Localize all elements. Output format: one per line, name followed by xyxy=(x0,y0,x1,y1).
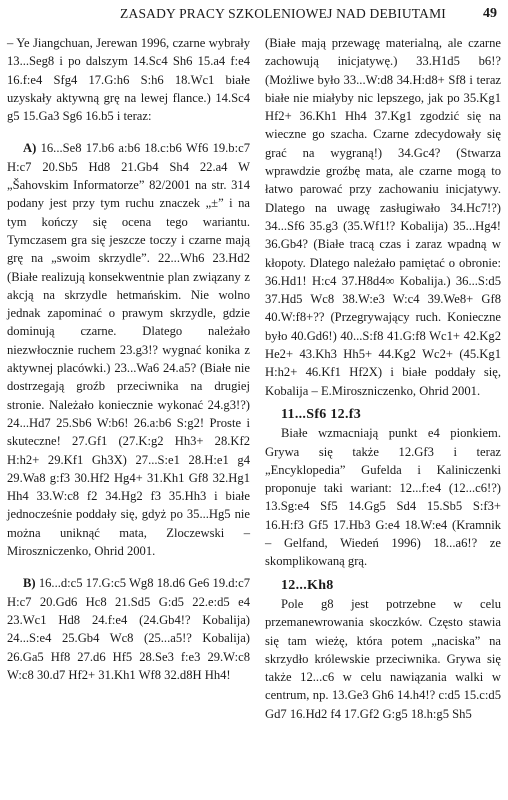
variation-a-text: 16...Se8 17.b6 a:b6 18.c:b6 Wf6 19.b:c7 H:c7 20.Sb5 Hd8 21.Gb4 Sh4 22.a4 W „Šahovskim Informatorze” 82/2001 na str. 314 podany jest przy tym ruchu znaczek „±” i na tym kończy się ocena tego wariantu. Tymczasem gra się jeszcze toczy i czarne mają grę na „swoim skrzydle”. 22...Wh6 23.Hd2 (Białe realizują konsekwentnie plan związany z akcją na skrzydle hetmańskim. Nie wolno jednak zapominać o prawym skrzydle, gdzie dominują czarne. Dlatego należało niezwłocznie ruchem 23.g3!? wygnać konika z aktywnej placówki.) 23...Wa6 24.a5? (Białe nie dostrzegają groźb przeciwnika na drugiej stronie. Należało koniecznie wykonać 24.g3!?) 24...Hd7 25.Sb6 W:b6! 26.a:b6 S:g2! Proste i skuteczne! 27.Gf1 (27.K:g2 Hh3+ 28.Kf2 H:h2+ 29.Kf1 Gh3X) 27...S:e1 28.H:e1 g4 29.Wa8 g:f3 30.Hf2 Hg4+ 31.Kh1 Gf8 32.Hg1 Hh4 33.W:c8 f2 34.Hg2 f3 35.Hh3 i białe jednocześnie poddały się, gdyż po 35...Hg5 nie można uniknąć mata, Zloczewski – Miroszniczenko, Ohrid 2001. xyxy=(7,141,250,559)
variation-heading-kh8: 12...Kh8 xyxy=(281,577,334,593)
page-header xyxy=(0,4,508,26)
paragraph-f3: Białe wzmacniają punkt e4 pionkiem. Grywa się także 12.Gf3 i teraz „Encyklopedia” Gufelda i Kaliniczenki proponuje taki wariant: 12...f:e4 (12...c6!?) 13.Sg:e4 Sf5 14.Gg5 Sd4 15.Sb5 S:f3+ 16.H:f3 Gf5 17.Hb3 G:e4 18.W:e4 (Kramnik – Gelfand, Wiedeń 1996) 18...a6!? ze skomplikowaną grą. xyxy=(265,426,501,569)
right-column xyxy=(265,34,501,723)
variation-a-label: A) xyxy=(23,141,37,156)
variation-a xyxy=(7,139,250,560)
running-title: ZASADY PRACY SZKOLENIOWEJ NAD DEBIUTAMI xyxy=(120,6,446,21)
paragraph-kh8: Pole g8 jest potrzebne w celu przemanewrowania skoczków. Często stawia się tam wieżę, która potem „naciska” na skrzydło królewskie przeciwnika. Grywa się także 12...c6 w celu nawiązania walki w centrum, np. 13.Ge3 Gh6 14.h4!? c:d5 15.c:d5 Gd7 16.Hd2 f4 17.Gf2 G:g5 18.h:g5 Sh5 xyxy=(265,596,501,721)
page-number: 49 xyxy=(483,6,497,21)
variation-b-label: B) xyxy=(23,576,36,591)
variation-b xyxy=(7,574,250,684)
paragraph-intro: – Ye Jiangchuan, Jerewan 1996, czarne wybrały 13...Seg8 i po dalszym 14.Sc4 Sh6 15.a4 f:e4 16.f:e4 Sfg4 17.G:h6 S:h6 18.Wc1 białe uzyskały aktywną grę na lewej flance.) 14.Sc4 g5 15.Ga3 Sg6 16.b5 i teraz: xyxy=(7,36,250,124)
variation-heading-sf6: 11...Sf6 12.f3 xyxy=(281,406,362,422)
left-column xyxy=(7,34,250,684)
paragraph-continuation: (Białe mają przewagę materialną, ale czarne zachowują inicjatywę.) 33.H1d5 b6!? (Możliwe było 33...W:d8 34.H:d8+ Sf8 i teraz białe nie miałyby nic lepszego, jak po 35.Kg1 Hf2+ 36.Kh1 Hh4 37.Kg1 zgodzić się na wieczne go szacha. Czarne zdecydowały się grać na wygraną!) 34.Gc4? (Stwarza wprawdzie groźbę mata, ale czarne mogą to łatwo parować przy zachowaniu inicjatywy. Dlatego na uwagę zasługiwało 34.Hc7!?) 34...Sf6 35.g3 (35.Wf1!? Kobalija) 35...Hg4! 36.Gb4? (Białe tracą czas i zaraz wpadną w kłopoty. Dlatego należało pamiętać o obronie: 36.Hd1! H:c4 37.H8d4∞ Kobalija.) 36...S:d5 37.Hd5 Wc8 38.W:e3 W:c4 39.We8+ Gf8 40.W:f8+?? (Przegrywający ruch. Konieczne było 40.Gd6!) 40...S:f8 41.G:f8 Wc1+ 42.Kg2 He2+ 43.Kh3 Hh5+ 44.Kg2 Wc2+ (45.Kg1 H:h2+ 46.Kf1 Hf2X) i białe poddały się, Kobalija – E.Miroszniczenko, Ohrid 2001. xyxy=(265,36,501,398)
variation-b-text: 16...d:c5 17.G:c5 Wg8 18.d6 Ge6 19.d:c7 H:c7 20.Gd6 Hc8 21.Sd5 G:d5 22.e:d5 e4 23.Wc1 Hd8 24.f:e4 (24.Gb4!? Kobalija) 24...S:e4 25.Gb4 Wc8 (25...a5!? Kobalija) 26.Ga5 Hf8 27.d6 Hf5 28.Se3 f:e3 29.W:c8 W:c8 30.d7 Hf2+ 31.Kh1 Wf8 32.d8H Hh4! xyxy=(7,576,250,682)
